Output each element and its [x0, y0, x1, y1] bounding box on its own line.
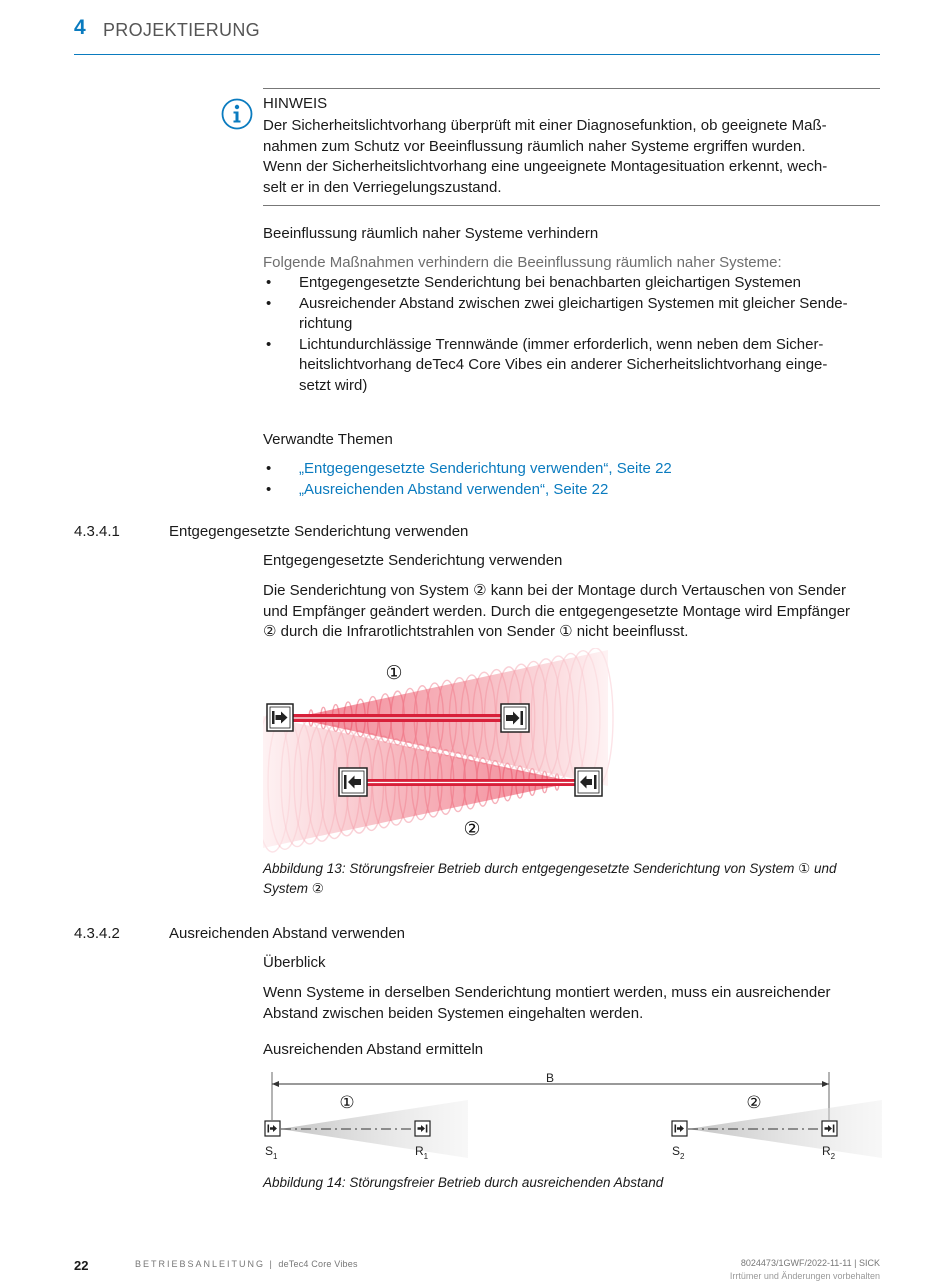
sender-2-icon	[575, 768, 602, 796]
receiver-1-label: $R_1$	[415, 1144, 429, 1161]
section-title: Ausreichenden Abstand verwenden	[169, 925, 406, 942]
related-link-opposite-direction[interactable]: • „Entgegengesetzte Senderichtung verwenden“, Seite 22	[299, 460, 672, 477]
info-icon	[221, 98, 253, 130]
receiver-1-icon	[501, 704, 529, 732]
distance-label: B	[545, 1071, 555, 1085]
note-title: HINWEIS	[263, 95, 328, 112]
system-2-label: ②	[746, 1093, 762, 1113]
note-line: Wenn der Sicherheitslichtvorhang eine ungeeignete Montagesituation erkennt, wech-	[263, 158, 828, 175]
overview-heading: Überblick	[263, 954, 326, 971]
list-item: • Entgegengesetzte Senderichtung bei benachbarten gleichartigen Systemen	[263, 273, 880, 294]
note-rule-top	[263, 88, 880, 89]
footer-doc-code: 8024473/1GWF/2022-11-11 | SICK	[740, 1258, 880, 1268]
system-2-label: ②	[463, 818, 481, 840]
chapter-title: PROJEKTIERUNG	[103, 20, 260, 40]
figure-14-caption: Abbildung 14: Störungsfreier Betrieb durch ausreichenden Abstand	[263, 1175, 664, 1190]
footer-doc-title: BETRIEBSANLEITUNG | deTec4 Core Vibes	[135, 1259, 358, 1269]
sender-s2-icon	[672, 1121, 687, 1136]
figure-distance	[260, 1068, 882, 1166]
footer-disclaimer: Irrtümer und Änderungen vorbehalten	[729, 1271, 880, 1281]
receiver-r1-icon	[415, 1121, 430, 1136]
sender-1-label: $S_1$	[265, 1144, 278, 1161]
related-link-sufficient-distance[interactable]: • „Ausreichenden Abstand verwenden“, Seite 22	[299, 480, 609, 498]
chapter-number: 4	[74, 16, 86, 39]
related-heading: Verwandte Themen	[263, 431, 393, 448]
list-item: • Ausreichender Abstand zwischen zwei gleichartigen Systemen mit gleicher Sende- richtung	[263, 294, 880, 335]
figure-13-caption: Abbildung 13: Störungsfreier Betrieb durch entgegengesetzte Senderichtung von System ① und System ②	[263, 861, 837, 896]
sender-s1-icon	[265, 1121, 280, 1136]
note-rule-bottom	[263, 205, 880, 206]
page-number: 22	[74, 1258, 89, 1273]
receiver-2-label: $R_2$	[822, 1144, 836, 1161]
related-list	[263, 459, 880, 500]
section-subheading: Entgegengesetzte Senderichtung verwenden	[263, 552, 563, 569]
figure-opposite-direction	[263, 648, 623, 858]
note-body	[263, 116, 863, 198]
sender-1-icon	[267, 704, 293, 731]
prevent-intro: Folgende Maßnahmen verhindern die Beeinflussung räumlich naher Systeme:	[263, 254, 782, 271]
note-line: selt er in den Verriegelungszustand.	[263, 178, 502, 196]
related-item	[263, 459, 880, 480]
section-title: Entgegengesetzte Senderichtung verwenden	[169, 523, 469, 540]
related-item	[263, 480, 880, 501]
system-1-label: ①	[339, 1093, 355, 1113]
section-paragraph: Die Senderichtung von System ② kann bei der Montage durch Vertauschen von Sender und Empfänger geändert werden. Durch die entgegengesetzte Montage wird Empfänger ② durch die Infrarotlichtstrahlen von Sender ① nicht beeinflusst.	[263, 582, 851, 640]
section-number: 4.3.4.2	[74, 925, 120, 942]
list-item: • Lichtundurchlässige Trennwände (immer erforderlich, wenn neben dem Sicher- heitslichtvorhang deTec4 Core Vibes ein anderer Sicherheitslichtvorhang einge- setzt wird)	[263, 335, 880, 397]
note-line: nahmen zum Schutz vor Beeinflussung räumlich naher Systeme ergriffen wurden.	[263, 137, 806, 155]
note-line: Der Sicherheitslichtvorhang überprüft mit einer Diagnosefunktion, ob geeignete Maß-	[263, 117, 827, 134]
receiver-2-icon	[339, 768, 367, 796]
prevent-list	[263, 273, 880, 396]
sender-2-label: $S_2$	[672, 1144, 685, 1161]
section-paragraph: Wenn Systeme in derselben Senderichtung montiert werden, muss ein ausreichender Abstand zwischen beiden Systemen eingehalten werden.	[263, 984, 831, 1022]
prevent-heading: Beeinflussung räumlich naher Systeme verhindern	[263, 225, 599, 242]
section-number: 4.3.4.1	[74, 523, 120, 540]
system-1-label: ①	[385, 662, 403, 684]
receiver-r2-icon	[822, 1121, 837, 1136]
header-rule	[74, 54, 880, 55]
determine-heading: Ausreichenden Abstand ermitteln	[263, 1041, 484, 1058]
